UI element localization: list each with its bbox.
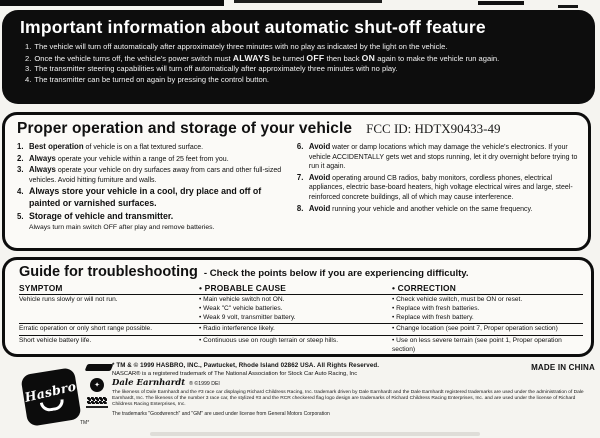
hasbro-tm-label: TM* xyxy=(80,420,90,426)
hasbro-logo-icon xyxy=(20,367,81,427)
hasbro-copyright-line: * TM & © 1999 HASBRO, INC., Pawtucket, Rhode Island 02862 USA. All Rights Reserved. xyxy=(112,362,380,369)
symptom-cell: Erratic operation or only short range possible. xyxy=(19,325,153,333)
footer xyxy=(0,360,600,438)
operation-item-3: 3. Always operate your vehicle on dry surfaces away from cars and other full-sized vehicles. Avoid hitting furniture and walls. xyxy=(17,165,282,184)
scan-artifact-fragment xyxy=(478,1,524,5)
operation-item-7: 7. Avoid operating around CB radios, baby monitors, cordless phones, electrical appliances, electric base-board heaters, high voltage electrical wires and large, steel-reinforced concrete buildings, all of which may cause interference. xyxy=(296,172,573,201)
operation-item-4: 4. Always store your vehicle in a cool, dry place and off of painted or varnished surfaces. xyxy=(17,186,262,209)
operation-item-1: 1. Best operation of vehicle is on a flat textured surface. xyxy=(17,142,204,151)
signature-row xyxy=(112,378,586,388)
troubleshooting-subtitle: - Check the points below if you are experiencing difficulty. xyxy=(203,268,469,279)
correction-cell: • Change location (see point 7, Proper operation section) xyxy=(392,325,558,333)
operation-section xyxy=(2,112,591,251)
partner-logos xyxy=(86,364,110,408)
scan-artifact-strip xyxy=(0,0,224,6)
scan-artifact-smudge xyxy=(150,432,480,436)
operation-item-6: 6. Avoid water or damp locations which may damage the vehicle's electronics. If your vehicle ACCIDENTALLY gets wet and stops running, let it dry overnight before trying to run it again. xyxy=(296,142,578,171)
scan-artifact-fragment xyxy=(234,0,382,3)
table-row xyxy=(19,336,583,356)
operation-item-5-sub: Always turn main switch OFF after play and remove batteries. xyxy=(29,224,215,232)
column-header-symptom: SYMPTOM xyxy=(19,283,63,293)
dale-earnhardt-logo-icon: ✦ xyxy=(90,378,104,392)
column-header-correction: • CORRECTION xyxy=(392,283,456,293)
signature-copyright: ® ©1999 DEI xyxy=(189,381,220,387)
cause-cell: • Main vehicle switch not ON. • Weak "C" vehicle batteries. • Weak 9 volt, transmitter battery. xyxy=(199,296,296,321)
troubleshooting-section xyxy=(2,257,594,357)
correction-cell: • Check vehicle switch, must be ON or reset. • Replace with fresh batteries. • Replace with fresh battery. xyxy=(392,296,523,321)
operation-left-column xyxy=(17,142,293,233)
shutoff-item-4: 4. The transmitter can be turned on again by pressing the control button. xyxy=(25,74,270,84)
symptom-cell: Short vehicle battery life. xyxy=(19,337,92,345)
licensing-fine-print: The likeness of Dale Earnhardt and the #3 race car displaying Richard Childress Racing, Inc. trademark driven by Dale Earnhardt and the Dale Earnhardt registered trademarks are used under the administration of Dale Earnhardt, Inc. The likeness of the number 3 race car, the stylized #3 and the RCR checkered flag logo design are trademarks of Richard Childress Racing Enterprises, Inc. and are used under the license of Richard Childress Racing Enterprises, Inc. xyxy=(112,390,584,408)
shutoff-item-2: 2. Once the vehicle turns off, the vehicle's power switch must ALWAYS be turned OFF then back ON again to make the vehicle run again. xyxy=(25,52,500,63)
operation-right-column xyxy=(293,142,580,233)
troubleshooting-table-header xyxy=(19,283,583,295)
nascar-trademark-line: NASCAR® is a registered trademark of The National Association for Stock Car Auto Racing, Inc xyxy=(112,371,358,377)
shutoff-list xyxy=(18,42,581,85)
scan-artifact-fragment xyxy=(558,5,578,8)
operation-title: Proper operation and storage of your vehicle xyxy=(17,120,353,137)
hasbro-logo-text: Hasbro xyxy=(22,377,78,405)
correction-cell: • Use on less severe terrain (see point 1, Proper operation section) xyxy=(392,337,562,353)
operation-header xyxy=(17,120,580,138)
nascar-logo-icon xyxy=(85,364,114,371)
gm-trademark-line: The trademarks "Goodwrench" and "GM" are used under license from General Motors Corporation xyxy=(112,411,330,418)
shutoff-item-3: 3. The transmitter steering capabilities will turn off automatically after approximately three minutes with no play. xyxy=(25,64,398,74)
column-header-probable-cause: • PROBABLE CAUSE xyxy=(199,283,287,293)
table-row xyxy=(19,295,583,324)
fcc-id: FCC ID: HDTX90433-49 xyxy=(366,121,501,136)
cause-cell: • Radio interference likely. xyxy=(199,325,275,333)
cause-cell: • Continuous use on rough terrain or steep hills. xyxy=(199,337,339,345)
shutoff-item-1: 1. The vehicle will turn off automatically after approximately three minutes with no play as indicated by the light on the vehicle. xyxy=(25,42,448,51)
operation-item-5: 5. Storage of vehicle and transmitter. Always turn main switch OFF after play and remove batteries. xyxy=(17,211,287,232)
troubleshooting-header xyxy=(19,264,583,280)
operation-item-2: 2. Always operate your vehicle within a range of 25 feet from you. xyxy=(17,153,229,163)
operation-columns xyxy=(17,142,580,233)
troubleshooting-title: Guide for troubleshooting xyxy=(19,264,198,280)
rcr-logo-text xyxy=(86,406,108,408)
footer-legal-text xyxy=(112,362,586,417)
made-in-china-label: MADE IN CHINA xyxy=(531,363,595,372)
shutoff-title: Important information about automatic shut-off feature xyxy=(20,17,486,37)
shutoff-section xyxy=(2,10,595,104)
dale-earnhardt-signature: Dale Earnhardt xyxy=(112,378,186,388)
rcr-checkered-flag-logo-icon xyxy=(87,397,107,404)
symptom-cell: Vehicle runs slowly or will not run. xyxy=(19,296,118,303)
table-row xyxy=(19,324,583,336)
operation-item-8: 8. Avoid running your vehicle and another vehicle on the same frequency. xyxy=(296,203,533,213)
